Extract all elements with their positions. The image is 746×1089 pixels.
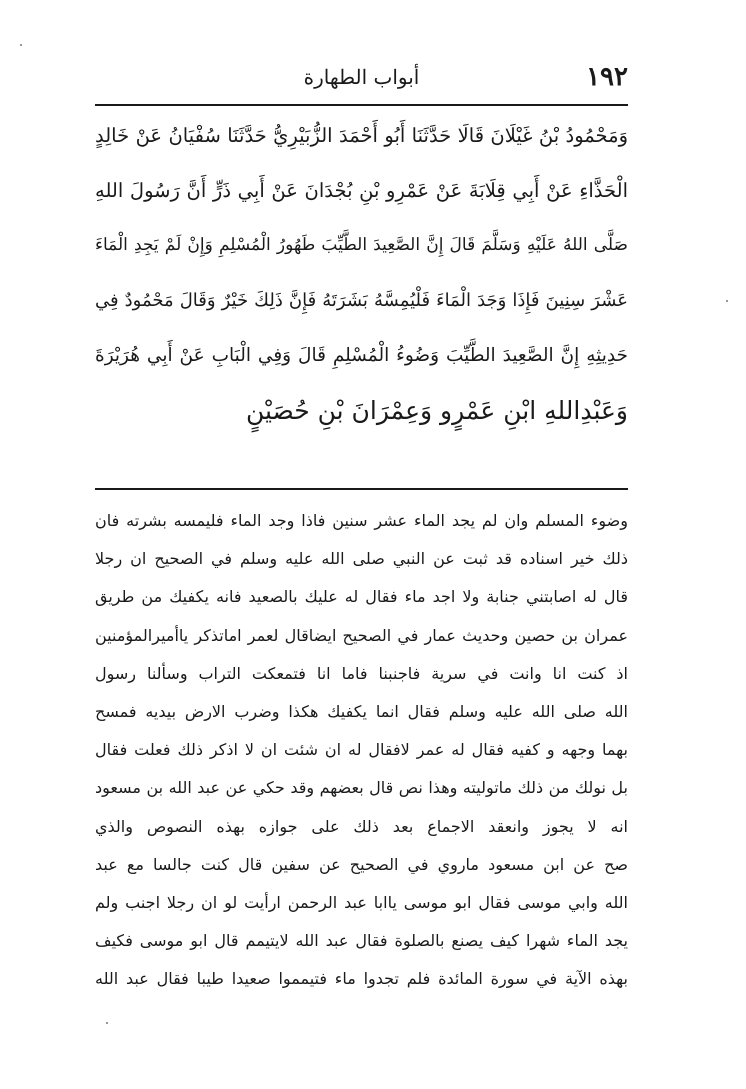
hadith-line: الْحَذَّاءِ عَنْ أَبِي قِلَابَةَ عَنْ عَمْرِو بْنِ بُجْدَانَ عَنْ أَبِي ذَرٍّ أَنَّ رَسُولَ اللهِ xyxy=(95,179,628,202)
hadith-line: حَدِيثِهِ إِنَّ الصَّعِيدَ الطَّيِّبَ وَضُوءُ الْمُسْلِمِ قَالَ وَفِي الْبَابِ عَنْ أَبِي هُرَيْرَةَ xyxy=(95,345,628,366)
paper-speck xyxy=(726,300,728,302)
commentary-line: الله وابي موسى فقال ابو موسى ياابا عبد الرحمن ارأيت لو ان رجلا اجنب ولم xyxy=(95,892,628,912)
commentary-line: عمران بن حصين وحديث عمار في الصحيح ايضاقال لعمر اماتذكر ياأميرالمؤمنين xyxy=(95,625,628,645)
commentary-line: ذلك خير اسناده قد ثبت عن النبي صلى الله عليه وسلم في الصحيح ان رجلا xyxy=(95,549,628,569)
page-number: ١٩٢ xyxy=(586,62,628,92)
commentary-line: صح عن ابن مسعود ماروي في الصحيح عن سفين قال كنت جالسا مع عبد xyxy=(95,854,628,874)
commentary-line: قال له اصابتني جنابة ولا اجد ماء فقال له عليك بالصعيد فانه يكفيك من طريق xyxy=(95,587,628,607)
commentary-line: الله صلى الله عليه وسلم فقال انما يكفيك هكذا وضرب الارض بيديه فمسح xyxy=(95,701,628,721)
commentary-line: بهما وجهه و كفيه فقال له عمر لافقال له ان شئت ان لا اذكر ذلك فعلت فقال xyxy=(95,740,628,760)
commentary-line: اذ كنت انا وانت في سرية فاجنبنا فاما انا فتمعكت التراب وسألنا رسول xyxy=(95,663,628,683)
commentary-line: يجد الماء شهرا كيف يصنع بالصلوة فقال عبد الله لايتيمم قال ابو موسى فكيف xyxy=(95,931,628,951)
commentary-rule xyxy=(95,488,628,490)
commentary-line: انه لا يجوز وانعقد الاجماع بعد ذلك على جوازه بهذه النصوص والذي xyxy=(95,816,628,836)
paper-speck xyxy=(20,44,22,46)
hadith-line: عَشْرَ سِنِينَ فَإِذَا وَجَدَ الْمَاءَ فَلْيُمِسَّهُ بَشَرَتَهُ فَإِنَّ ذَلِكَ خَيْرٌ وَقَالَ مَحْمُودٌ فِي xyxy=(95,290,628,311)
hadith-line: وَمَحْمُودُ بْنُ غَيْلَانَ قَالَا حَدَّثَنَا أَبُو أَحْمَدَ الزُّبَيْرِيُّ حَدَّثَنَا سُفْيَانُ عَنْ خَالِدٍ xyxy=(95,124,628,147)
hadith-text xyxy=(95,108,628,438)
header-rule xyxy=(95,104,628,106)
commentary-line: بهذه الآية في سورة المائدة فلم تجدوا ماء فتيمموا صعيدا طيبا فقال عبد الله xyxy=(95,969,628,989)
commentary-line: بل نولك من ذلك ماتوليته وهذا نص قال بعضهم وقد حكي عن عبد الله بن مسعود xyxy=(95,778,628,798)
commentary-text xyxy=(95,502,628,998)
hadith-line: صَلَّى اللهُ عَلَيْهِ وَسَلَّمَ قَالَ إِنَّ الصَّعِيدَ الطَّيِّبَ طَهُورُ الْمُسْلِمِ وَإِنْ لَمْ يَجِدِ الْمَاءَ xyxy=(95,235,628,255)
paper-speck xyxy=(106,1022,108,1024)
hadith-line: وَعَبْدِاللهِ ابْنِ عَمْرٍو وَعِمْرَانَ بْنِ حُصَيْنٍ xyxy=(245,396,628,425)
page-header xyxy=(95,60,628,96)
running-title: أبواب الطهارة xyxy=(303,65,420,89)
commentary-line: وضوء المسلم وان لم يجد الماء عشر سنين فاذا وجد الماء فليمسه بشرته فان xyxy=(95,511,628,530)
